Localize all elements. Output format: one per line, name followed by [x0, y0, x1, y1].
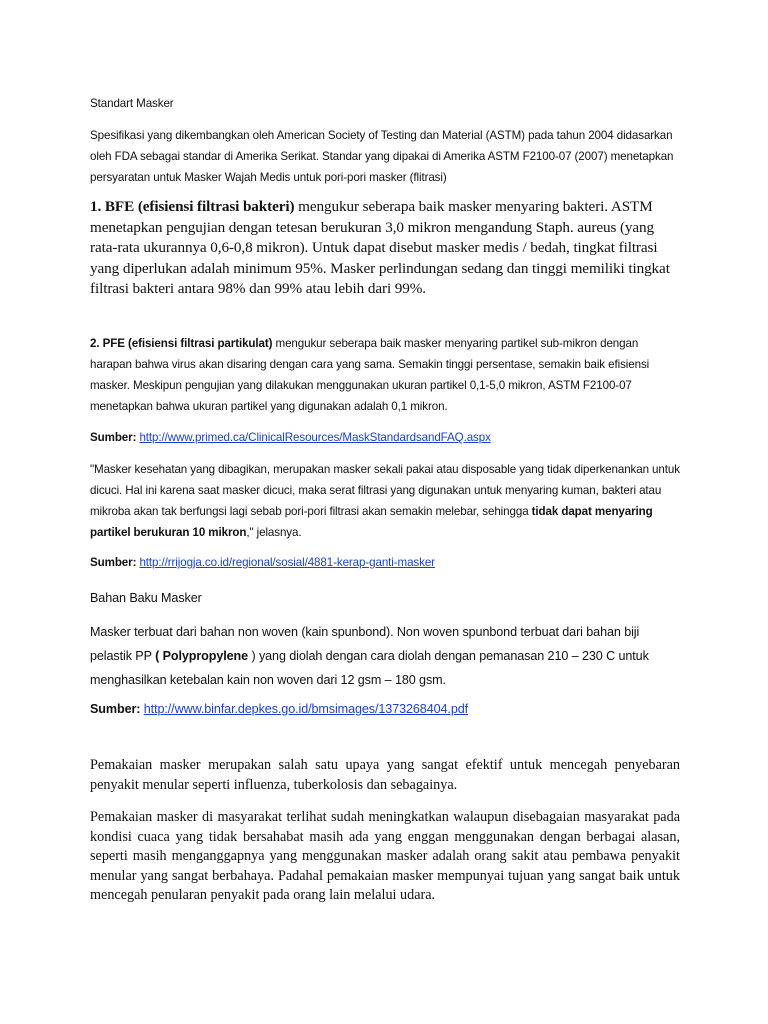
paragraph-pemakaian-1: Pemakaian masker merupakan salah satu upaya yang sangat efektif untuk mencegah penyebaran penyakit menular seperti influenza, tuberkolosis dan sebagainya.: [90, 757, 680, 793]
bahan-bold: ( Polypropylene: [155, 649, 249, 663]
pfe-heading: 2. PFE (efisiensi filtrasi partikulat): [90, 337, 273, 350]
bahan-text-1: Masker terbuat dari bahan non woven (kain spunbond). Non woven spunbond terbuat dari bahan biji pelastik PP: [90, 625, 640, 663]
pfe-text: mengukur seberapa baik masker menyaring partikel sub-mikron dengan harapan bahwa virus akan disaring dengan cara yang sama. Semakin tinggi persentase, semakin baik efisiensi masker. Meskipun pengujian yang dilakukan menggunakan ukuran partikel 0,1-5,0 mikron, ASTM F2100-07 menetapkan bahwa ukuran partikel yang digunakan adalah 0,1 mikron.: [90, 337, 650, 413]
bahan-paragraph: [90, 620, 680, 692]
bahan-title: Bahan Baku Masker: [90, 591, 202, 605]
bahan-text-2: ) yang diolah dengan cara diolah dengan pemanasan 210 – 230 C untuk menghasilkan ketebalan kain non woven dari 12 gsm – 180 gsm.: [90, 649, 649, 687]
source-line-3: [90, 697, 680, 721]
source-link-2[interactable]: http://rrijogja.co.id/regional/sosial/4881-kerap-ganti-masker: [139, 556, 435, 569]
bfe-heading: 1. BFE (efisiensi filtrasi bakteri): [90, 198, 295, 215]
bfe-paragraph: [90, 197, 680, 300]
source-line-2: [90, 552, 680, 573]
quote-paragraph: [90, 459, 680, 543]
source-line-1: [90, 427, 680, 448]
pfe-paragraph: [90, 333, 680, 417]
bfe-text: mengukur seberapa baik masker menyaring bakteri. ASTM menetapkan pengujian dengan tetesan berukuran 3,0 mikron mengandung Staph. aureus (yang rata-rata ukurannya 0,6-0,8 mikron). Untuk dapat disebut masker medis / bedah, tingkat filtrasi yang diperlukan adalah minimum 95%. Masker perlindungan sedang dan tinggi memiliki tingkat filtrasi bakteri antara 98% dan 99% atau lebih dari 99%.: [90, 198, 670, 297]
source-link-1[interactable]: http://www.primed.ca/ClinicalResources/MaskStandardsandFAQ.aspx: [139, 431, 491, 444]
source-label: Sumber:: [90, 556, 140, 569]
quote-text-2: ," jelasnya.: [246, 526, 302, 539]
intro-paragraph: Spesifikasi yang dikembangkan oleh American Society of Testing dan Material (ASTM) pada tahun 2004 didasarkan oleh FDA sebagai standar di Amerika Serikat. Standar yang dipakai di Amerika ASTM F2100-07 (2007) menetapkan persyaratan untuk Masker Wajah Medis untuk pori-pori masker (flitrasi): [90, 129, 674, 184]
source-link-3[interactable]: http://www.binfar.depkes.go.id/bmsimages/1373268404.pdf: [143, 702, 469, 716]
doc-title: Standart Masker: [90, 97, 174, 110]
source-label: Sumber:: [90, 431, 140, 444]
source-label: Sumber:: [90, 702, 144, 716]
quote-bold: tidak dapat menyaring partikel berukuran 10 mikron: [90, 505, 653, 539]
quote-text-1: "Masker kesehatan yang dibagikan, merupakan masker sekali pakai atau disposable yang tidak diperkenankan untuk dicuci. Hal ini karena saat masker dicuci, maka serat filtrasi yang digunakan untuk menyaring kuman, bakteri atau mikroba akan tak berfungsi lagi sebab pori-pori filtrasi akan semakin melebar, sehingga: [90, 463, 680, 518]
paragraph-pemakaian-2: Pemakaian masker di masyarakat terlihat sudah meningkatkan walaupun disebagaian masyarakat pada kondisi cuaca yang tidak bersahabat masih ada yang enggan menggunakan dengan berbagai alasan, seperti masih menganggapnya yang menggunakan masker adalah orang sakit atau pembawa penyakit menular yang sangat berbahaya. Padahal pemakaian masker mempunyai tujuan yang sangat baik untuk mencegah penularan penyakit pada orang lain melalui udara.: [90, 809, 680, 904]
